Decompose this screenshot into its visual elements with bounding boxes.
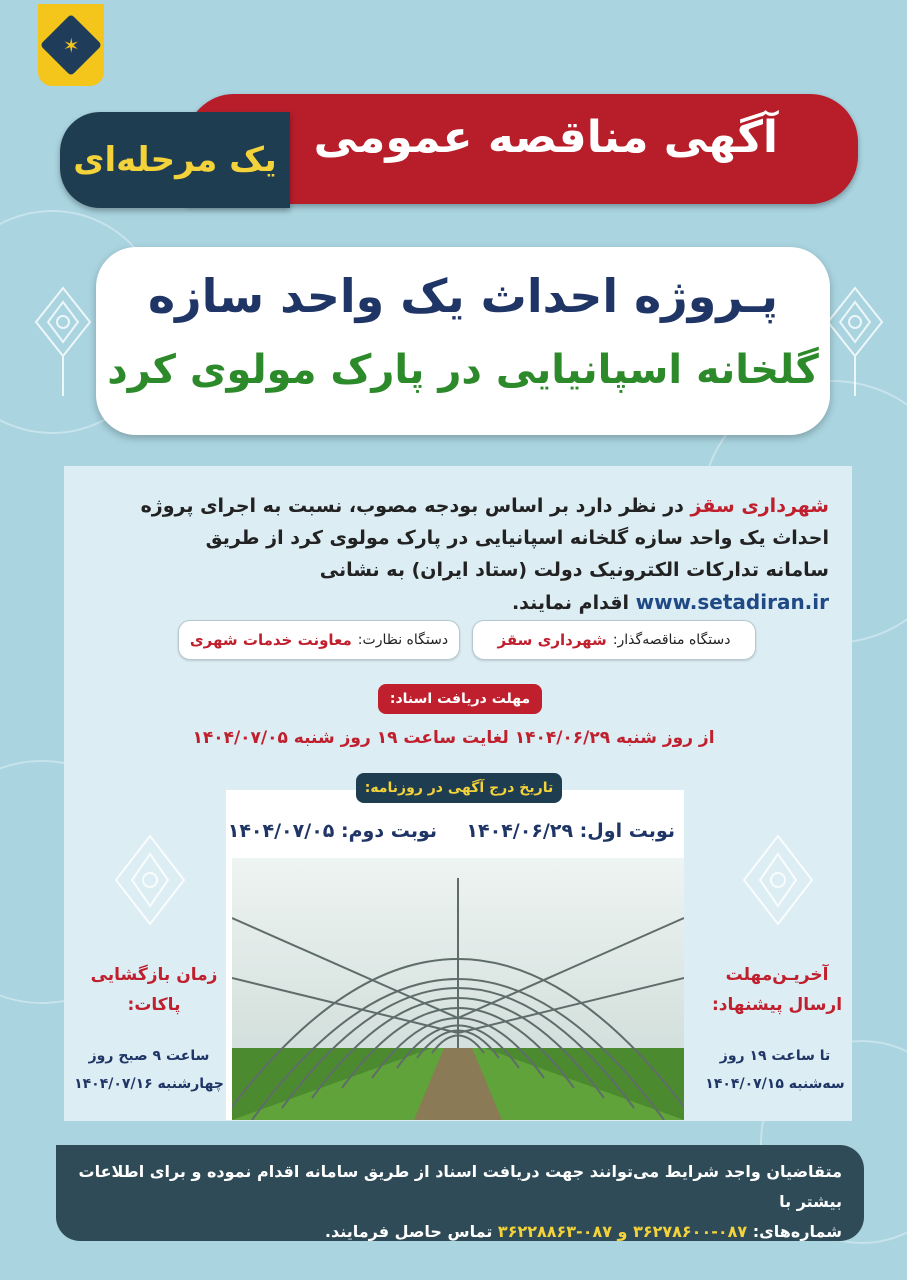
logo-emblem: [40, 14, 102, 76]
opening-time-value: [74, 1042, 224, 1098]
stage-badge-label: یک مرحله‌ای: [73, 140, 277, 180]
submission-deadline-time: تا ساعت ۱۹ روز: [719, 1048, 831, 1064]
submission-deadline-title-2: ارسال پیشنهاد:: [711, 995, 843, 1015]
project-title-line1: پـروژه احداث یک واحد سازه: [148, 269, 778, 323]
submission-deadline-title-1: آخریـن‌مهلت: [725, 965, 829, 985]
intro-text-1: در نظر دارد بر اساس بودجه مصوب، نسبت به اجرای پروژه احداث یک واحد سازه گلخانه اسپانیایی در پارک مولوی کرد از طریق سامانه تدارکات الکترونیک دولت (ستاد ایران) به نشانی: [140, 495, 829, 581]
tender-agency-label: دستگاه مناقصه‌گذار:: [612, 632, 731, 648]
opening-time-title-2: پاکات:: [127, 995, 181, 1015]
supervision-agency-pill: [178, 620, 460, 660]
page-title: آگهی مناقصه عمومی: [313, 112, 778, 163]
stage-badge: [60, 112, 290, 208]
ornament-side-left-icon: [110, 830, 190, 930]
opening-time-title-1: زمان بازگشایی: [90, 965, 218, 985]
project-title-line2: گلخانه اسپانیایی در پارک مولوی کرد: [107, 347, 819, 393]
newspaper-first: نوبت اول: ۱۴۰۴/۰۶/۲۹: [466, 820, 675, 842]
footer-phones-suffix: تماس حاصل فرمایند.: [324, 1222, 498, 1241]
footer-line-1: متقاضیان واجد شرایط می‌توانند جهت دریافت اسناد از طریق سامانه اقدام نموده و برای اطلاعات بیشتر با: [78, 1162, 842, 1211]
ornament-right-icon: [822, 282, 888, 402]
contact-footer: [56, 1145, 864, 1241]
footer-phones-prefix: شماره‌های:: [747, 1222, 842, 1241]
opening-time-title: [84, 960, 224, 1020]
opening-time-time: ساعت ۹ صبح روز: [88, 1048, 210, 1064]
municipality-logo: [38, 4, 104, 86]
tender-agency-pill: [472, 620, 756, 660]
footer-phones: ۰۸۷-۳۶۲۷۸۶۰۰ و ۰۸۷-۳۶۲۲۸۸۶۳: [497, 1222, 748, 1241]
supervision-agency-label: دستگاه نظارت:: [357, 632, 449, 648]
newspaper-label: تاریخ درج آگهی در روزنامه:: [356, 773, 562, 803]
intro-text-2: اقدام نمایند.: [511, 592, 636, 614]
newspaper-second: نوبت دوم: ۱۴۰۴/۰۷/۰۵: [227, 820, 437, 842]
ornament-side-right-icon: [738, 830, 818, 930]
intro-paragraph: [139, 490, 829, 619]
logo-glyph: ✶: [62, 33, 80, 58]
intro-org: شهرداری سقز: [690, 495, 829, 517]
ornament-left-icon: [30, 282, 96, 402]
documents-label: مهلت دریافت اسناد:: [378, 684, 542, 714]
tender-agency-value: شهرداری سقز: [497, 631, 607, 649]
submission-deadline-title: [704, 960, 850, 1020]
greenhouse-image: [232, 858, 684, 1120]
documents-period: از روز شنبه ۱۴۰۴/۰۶/۲۹ لغایت ساعت ۱۹ روز شنبه ۱۴۰۴/۰۷/۰۵: [192, 728, 715, 748]
submission-deadline-value: [700, 1042, 850, 1098]
opening-time-date: چهارشنبه ۱۴۰۴/۰۷/۱۶: [74, 1076, 224, 1092]
setad-link[interactable]: www.setadiran.ir: [635, 590, 829, 614]
submission-deadline-date: سه‌شنبه ۱۴۰۴/۰۷/۱۵: [705, 1076, 845, 1092]
project-title-box: [96, 247, 830, 435]
footer-line-2: [78, 1217, 842, 1247]
supervision-agency-value: معاونت خدمات شهری: [189, 631, 352, 649]
